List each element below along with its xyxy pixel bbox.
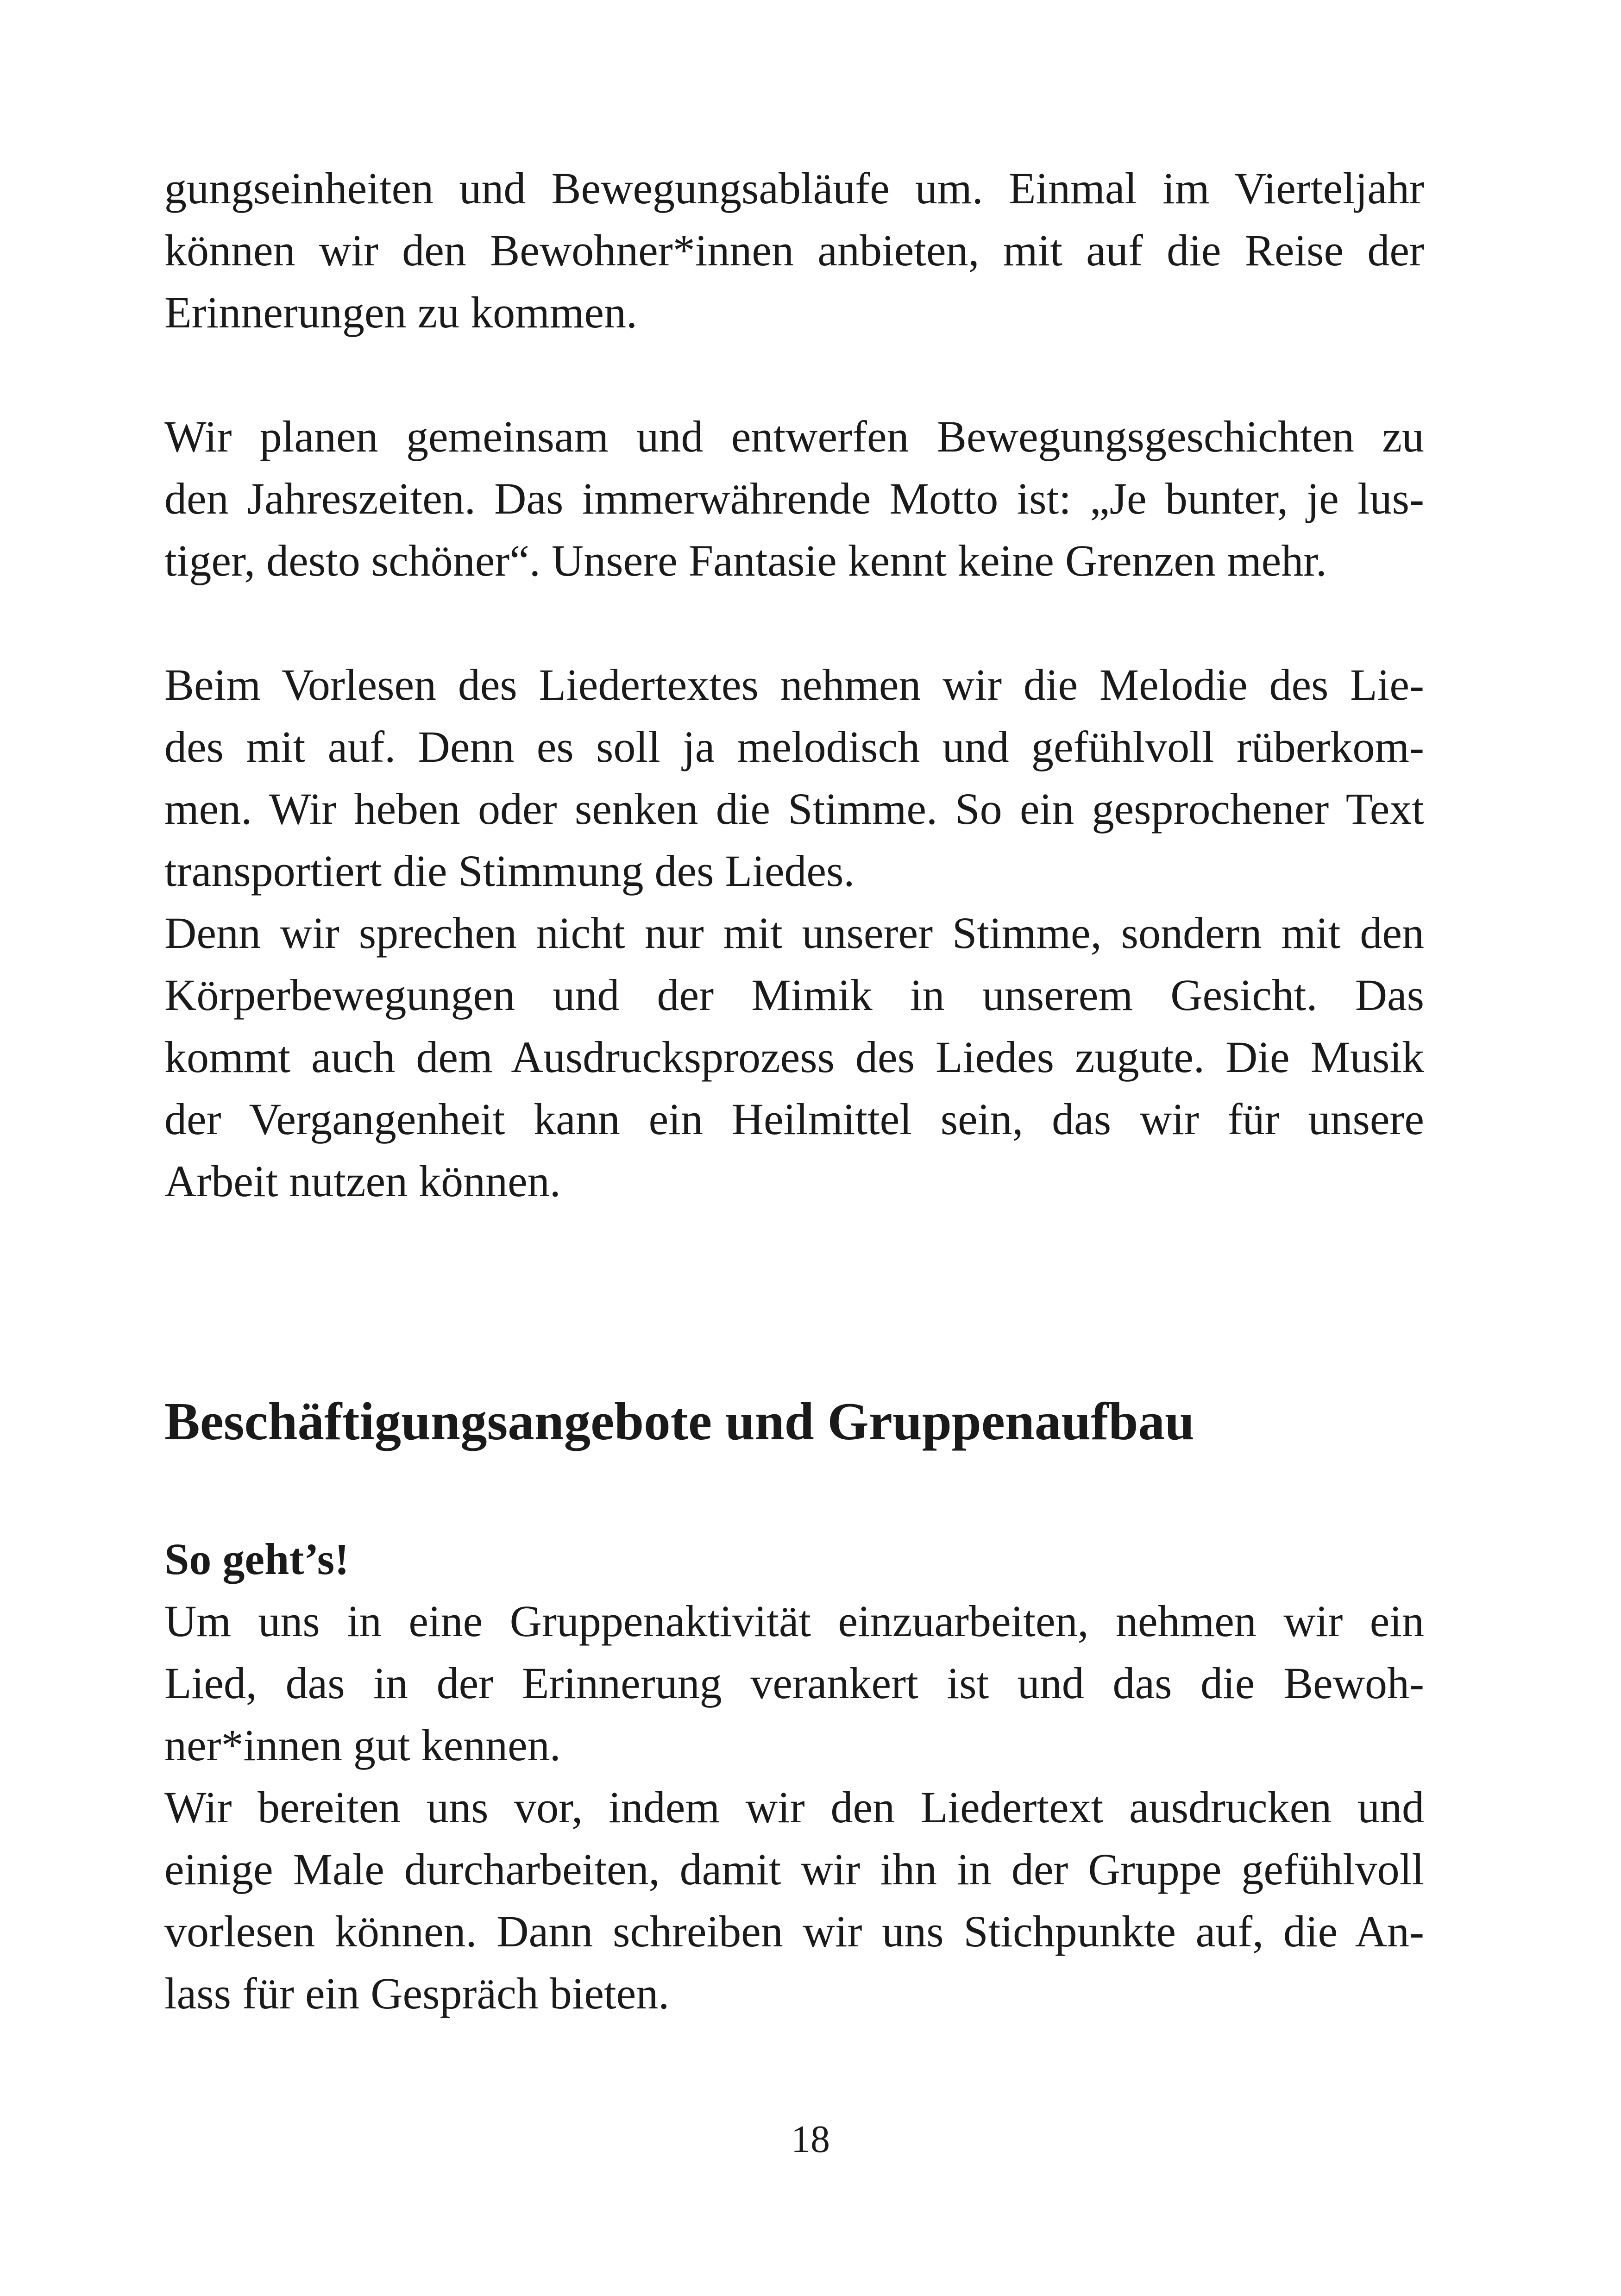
subheading: So geht’s!: [164, 1534, 350, 1584]
text-line: Lied, das in der Erinnerung verankert ist und das die Bewoh-: [164, 1658, 1424, 1708]
text-line: Um uns in eine Gruppenaktivität einzuarbeiten, nehmen wir ein: [164, 1596, 1424, 1646]
text-line: gungseinheiten und Bewegungsabläufe um. Einmal im Vierteljahr: [164, 163, 1424, 213]
text-line: Arbeit nutzen können.: [164, 1156, 561, 1206]
paragraph-4: [164, 902, 1424, 1212]
paragraph-spacer: [164, 592, 1424, 654]
text-line: Denn wir sprechen nicht nur mit unserer Stimme, sondern mit den: [164, 908, 1424, 958]
text-line: der Vergangenheit kann ein Heilmittel sein, das wir für unsere: [164, 1094, 1424, 1144]
section-paragraph-1: [164, 1590, 1424, 1776]
text-line: Wir bereiten uns vor, indem wir den Liedertext ausdrucken und: [164, 1782, 1424, 1832]
text-line: können wir den Bewohner*innen anbieten, mit auf die Reise der: [164, 226, 1424, 275]
text-line: einige Male durcharbeiten, damit wir ihn in der Gruppe gefühlvoll: [164, 1844, 1424, 1894]
section-paragraph-2: [164, 1776, 1424, 2025]
text-line: Wir planen gemeinsam und entwerfen Bewegungsgeschichten zu: [164, 412, 1424, 461]
text-line: Körperbewegungen und der Mimik in unserem Gesicht. Das: [164, 970, 1424, 1020]
text-line: transportiert die Stimmung des Liedes.: [164, 846, 855, 896]
page-number: 18: [791, 2118, 830, 2161]
text-line: Erinnerungen zu kommen.: [164, 288, 638, 337]
text-line: Beim Vorlesen des Liedertextes nehmen wir die Melodie des Lie-: [164, 660, 1424, 709]
text-line: ner*innen gut kennen.: [164, 1720, 561, 1770]
body-text: [164, 157, 1424, 1212]
paragraph-1: [164, 157, 1424, 344]
text-line: lass für ein Gespräch bieten.: [164, 1969, 670, 2018]
text-line: des mit auf. Denn es soll ja melodisch und gefühlvoll rüberkom-: [164, 722, 1424, 772]
paragraph-2: [164, 406, 1424, 592]
text-line: tiger, desto schöner“. Unsere Fantasie kennt keine Grenzen mehr.: [164, 536, 1327, 585]
section-heading: Beschäftigungsangebote und Gruppenaufbau: [164, 1392, 1194, 1451]
section-body: [164, 1528, 1424, 2025]
text-line: den Jahreszeiten. Das immerwährende Motto ist: „Je bunter, je lus-: [164, 474, 1424, 523]
text-line: men. Wir heben oder senken die Stimme. So ein gesprochener Text: [164, 784, 1424, 834]
paragraph-3: [164, 654, 1424, 902]
text-line: vorlesen können. Dann schreiben wir uns Stichpunkte auf, die An-: [164, 1907, 1424, 1956]
text-line: kommt auch dem Ausdrucksprozess des Liedes zugute. Die Musik: [164, 1032, 1424, 1082]
paragraph-spacer: [164, 344, 1424, 406]
